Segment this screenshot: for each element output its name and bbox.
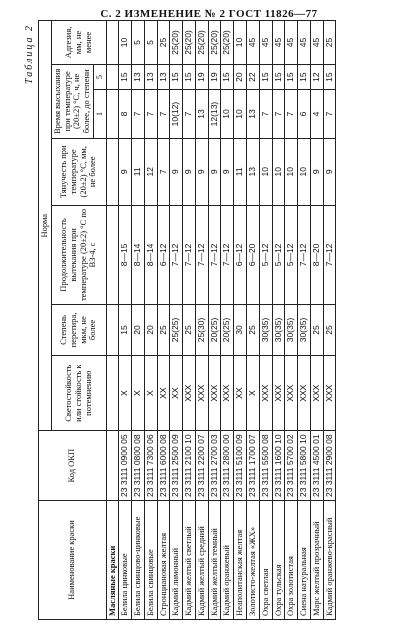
table-cell-grind: 25(30) xyxy=(195,305,208,356)
table-cell-light: ХХХ xyxy=(259,355,272,431)
table-row xyxy=(208,21,221,620)
table-row xyxy=(234,21,247,620)
table-cell-flow: 6—12 xyxy=(234,205,247,304)
table-cell-name: Охра тульская xyxy=(272,501,285,620)
table-cell-name: Кадмий желтый темный xyxy=(208,501,221,620)
table-cell-light: ХХХ xyxy=(195,355,208,431)
table-cell-flow: 7—12 xyxy=(183,205,196,304)
table-cell-code: 23 3111 5700 02 xyxy=(285,431,298,501)
table-row xyxy=(195,21,208,620)
table-cell-name: Белила свинцово-цинковые xyxy=(132,501,145,620)
table-cell-flow: 8—14 xyxy=(144,205,157,304)
table-cell-light: Х xyxy=(247,355,260,431)
table-row xyxy=(259,21,272,620)
table-cell-yield: 7 xyxy=(157,138,170,205)
table-cell-yield: 9 xyxy=(119,138,132,205)
table-cell-dry5: 15 xyxy=(298,64,311,89)
group-title-row xyxy=(106,21,119,620)
table-cell-code: 23 3111 6000 08 xyxy=(157,431,170,501)
table-cell-grind: 30(35) xyxy=(272,305,285,356)
table-cell-dry1: 7 xyxy=(285,90,298,139)
table-cell-flow: 5—12 xyxy=(285,205,298,304)
specs-table xyxy=(38,20,336,620)
table-label: Таблица 2 xyxy=(24,24,35,84)
table-cell-dry1: 7 xyxy=(157,90,170,139)
table-cell-dry1: 10 xyxy=(234,90,247,139)
table-cell-yield: 11 xyxy=(234,138,247,205)
table-cell-grind: 25 xyxy=(310,305,323,356)
table-cell-yield: 9 xyxy=(183,138,196,205)
table-cell-code: 23 3111 2800 00 xyxy=(221,431,234,501)
table-cell-name: Неаполитанская желтая xyxy=(234,501,247,620)
table-cell-name: Охра светлая xyxy=(259,501,272,620)
table-cell-code: 23 3111 7300 06 xyxy=(144,431,157,501)
table-cell-yield: 9 xyxy=(170,138,183,205)
col-header-name: Наименование краски xyxy=(39,501,107,620)
table-cell-light: ХХХ xyxy=(285,355,298,431)
table-cell-light: ХХХ xyxy=(183,355,196,431)
table-cell-dry1: 8 xyxy=(119,90,132,139)
col-header-adhesion: Адгезия, мм, не менее xyxy=(51,21,106,65)
table-cell-yield: 10 xyxy=(259,138,272,205)
table-cell-dry5: 19 xyxy=(208,64,221,89)
table-cell-name: Кадмий желтый светлый xyxy=(183,501,196,620)
table-cell-code: 23 3111 2900 08 xyxy=(323,431,336,501)
table-cell-yield: 9 xyxy=(195,138,208,205)
table-cell-name: Кадмий лимонный xyxy=(170,501,183,620)
table-row xyxy=(247,21,260,620)
table-cell-grind: 25 xyxy=(247,305,260,356)
col-header-norm: Норма xyxy=(39,21,52,431)
table-cell-yield: 13 xyxy=(247,138,260,205)
table-cell-code: 23 3111 5500 08 xyxy=(259,431,272,501)
table-cell-code: 23 3111 5100 09 xyxy=(234,431,247,501)
table-cell-flow: 7—12 xyxy=(221,205,234,304)
table-cell-light: Х xyxy=(132,355,145,431)
table-cell-dry5: 15 xyxy=(285,64,298,89)
table-cell-flow: 5—12 xyxy=(259,205,272,304)
table-row xyxy=(310,21,323,620)
table-cell-code: 23 3111 2700 03 xyxy=(208,431,221,501)
table-cell-yield: 9 xyxy=(323,138,336,205)
table-cell-light: ХХХ xyxy=(310,355,323,431)
table-cell-adhesion: 45 xyxy=(285,21,298,65)
table-cell-flow: 6—20 xyxy=(247,205,260,304)
table-cell-grind: 30 xyxy=(234,305,247,356)
table-cell-dry1: 6 xyxy=(298,90,311,139)
table-row xyxy=(272,21,285,620)
table-body xyxy=(106,21,336,620)
table-cell-adhesion: 45 xyxy=(259,21,272,65)
table-cell-name: Стронциановая желтая xyxy=(157,501,170,620)
table-row xyxy=(157,21,170,620)
group-title: Масляные краски xyxy=(106,501,119,620)
table-cell-adhesion: 5 xyxy=(132,21,145,65)
table-cell-dry1: 4 xyxy=(310,90,323,139)
table-cell-dry1: 13 xyxy=(195,90,208,139)
table-cell-dry5: 15 xyxy=(170,64,183,89)
page-header: С. 2 ИЗМЕНЕНИЕ № 2 ГОСТ 11826—77 xyxy=(100,8,318,20)
table-cell-name: Золотисто-желтая «ЖХ» xyxy=(247,501,260,620)
table-cell-grind: 30(35) xyxy=(259,305,272,356)
table-cell-name: Сиена натуральная xyxy=(298,501,311,620)
table-cell-yield: 9 xyxy=(208,138,221,205)
table-cell-yield: 9 xyxy=(310,138,323,205)
table-cell-grind: 30(35) xyxy=(285,305,298,356)
table-cell-grind: 20(25) xyxy=(221,305,234,356)
table-cell-adhesion: 25(20) xyxy=(221,21,234,65)
table-row xyxy=(119,21,132,620)
table-cell-code: 23 3111 2100 10 xyxy=(183,431,196,501)
table-row xyxy=(323,21,336,620)
table-cell-dry1: 7 xyxy=(259,90,272,139)
table-cell-flow: 6—12 xyxy=(157,205,170,304)
table-cell-flow: 8—14 xyxy=(132,205,145,304)
table-cell-dry1: 10(12) xyxy=(170,90,183,139)
col-header-dry1: 1 xyxy=(93,90,106,139)
table-row xyxy=(170,21,183,620)
table-cell-yield: 10 xyxy=(298,138,311,205)
table-row xyxy=(144,21,157,620)
table-cell-dry5: 19 xyxy=(195,64,208,89)
table-cell-code: 23 3111 2500 09 xyxy=(170,431,183,501)
table-cell-name: Белила свинцовые xyxy=(144,501,157,620)
table-cell-adhesion: 45 xyxy=(247,21,260,65)
table-row xyxy=(221,21,234,620)
table-cell-dry5: 13 xyxy=(144,64,157,89)
col-header-dry-group: Время высыхания при температуре (20±2) °С, ч, не более, до степени xyxy=(51,64,93,138)
table-cell-adhesion: 25 xyxy=(323,21,336,65)
table-cell-adhesion: 10 xyxy=(234,21,247,65)
table-cell-code: 23 3111 0800 08 xyxy=(132,431,145,501)
table-cell-grind: 30(35) xyxy=(298,305,311,356)
table-cell-adhesion: 25 xyxy=(157,21,170,65)
table-cell-code: 23 3111 4500 01 xyxy=(310,431,323,501)
table-cell-yield: 10 xyxy=(285,138,298,205)
col-header-yield: Тянучесть при температуре (20±2) °С, мм, не более xyxy=(51,138,106,205)
table-cell-dry5: 13 xyxy=(157,64,170,89)
table-cell-grind: 15 xyxy=(119,305,132,356)
col-header-dry5: 5 xyxy=(93,64,106,89)
table-cell-adhesion: 25(20) xyxy=(183,21,196,65)
table-cell-dry5: 15 xyxy=(221,64,234,89)
table-cell-dry5: 13 xyxy=(132,64,145,89)
table-row xyxy=(285,21,298,620)
table-cell-flow: 8—15 xyxy=(119,205,132,304)
table-cell-dry1: 10 xyxy=(221,90,234,139)
table-cell-flow: 7—12 xyxy=(170,205,183,304)
table-cell-flow: 7—12 xyxy=(323,205,336,304)
table-cell-dry5: 15 xyxy=(259,64,272,89)
table-cell-light: ХХХ xyxy=(208,355,221,431)
table-cell-yield: 12 xyxy=(144,138,157,205)
table-cell-name: Кадмий оранжевый xyxy=(221,501,234,620)
table-cell-flow: 5—12 xyxy=(272,205,285,304)
table-cell-flow: 7—12 xyxy=(208,205,221,304)
table-cell-flow: 7—12 xyxy=(298,205,311,304)
table-cell-light: Х xyxy=(119,355,132,431)
table-cell-dry5: 22 xyxy=(247,64,260,89)
table-cell-name: Белила цинковые xyxy=(119,501,132,620)
table-cell-code: 23 3111 0900 05 xyxy=(119,431,132,501)
table-cell-name: Кадмий желтый средний xyxy=(195,501,208,620)
col-header-flow: Продолжительность вытекания при температуре (20±2) °С по ВЗ-4, с xyxy=(51,205,106,304)
table-cell-grind: 25 xyxy=(157,305,170,356)
table-row xyxy=(298,21,311,620)
table-cell-name: Кадмий оранжево-красный xyxy=(323,501,336,620)
table-cell-yield: 10 xyxy=(272,138,285,205)
table-cell-dry5: 15 xyxy=(183,64,196,89)
table-cell-code: 23 3111 5800 10 xyxy=(298,431,311,501)
table-cell-grind: 20 xyxy=(132,305,145,356)
table-cell-dry5: 15 xyxy=(119,64,132,89)
table-cell-name: Охра золотистая xyxy=(285,501,298,620)
table-row xyxy=(132,21,145,620)
table-cell-dry5: 15 xyxy=(323,64,336,89)
table-cell-light: ХХХ xyxy=(323,355,336,431)
table-cell-dry5: 20 xyxy=(234,64,247,89)
table-cell-code: 23 3111 1600 10 xyxy=(272,431,285,501)
table-cell-light: ХХ xyxy=(157,355,170,431)
table-cell-flow: 8—20 xyxy=(310,205,323,304)
table-cell-dry5: 12 xyxy=(310,64,323,89)
table-cell-adhesion: 25(20) xyxy=(195,21,208,65)
col-header-code: Код ОКП xyxy=(39,431,107,501)
table-cell-yield: 11 xyxy=(132,138,145,205)
table-cell-code: 23 3111 1700 07 xyxy=(247,431,260,501)
table-cell-light: ХХХ xyxy=(221,355,234,431)
table-cell-light: Х xyxy=(144,355,157,431)
col-header-light: Светостойкость или стойкость к потемнению xyxy=(51,355,106,431)
table-cell-yield: 9 xyxy=(221,138,234,205)
table-cell-dry1: 13 xyxy=(247,90,260,139)
table-cell-dry5: 15 xyxy=(272,64,285,89)
table-cell-grind: 25(25) xyxy=(170,305,183,356)
table-cell-dry1: 7 xyxy=(323,90,336,139)
table-cell-dry1: 12(13) xyxy=(208,90,221,139)
table-cell-grind: 25 xyxy=(183,305,196,356)
table-cell-grind: 25 xyxy=(323,305,336,356)
table-row xyxy=(183,21,196,620)
table-cell-dry1: 7 xyxy=(183,90,196,139)
table-cell-light: ХХ xyxy=(234,355,247,431)
table-cell-grind: 20 xyxy=(144,305,157,356)
table-cell-adhesion: 45 xyxy=(298,21,311,65)
table-cell-dry1: 7 xyxy=(144,90,157,139)
table-cell-flow: 7—12 xyxy=(195,205,208,304)
table-cell-light: ХХХ xyxy=(272,355,285,431)
col-header-grind: Степень перетира, мкм, не более xyxy=(51,305,106,356)
table-cell-grind: 20(25) xyxy=(208,305,221,356)
table-cell-dry1: 7 xyxy=(272,90,285,139)
table-cell-adhesion: 25(20) xyxy=(208,21,221,65)
table-cell-adhesion: 45 xyxy=(310,21,323,65)
table-cell-name: Марс желтый прозрачный xyxy=(310,501,323,620)
table-cell-dry1: 7 xyxy=(132,90,145,139)
table-cell-adhesion: 25(20) xyxy=(170,21,183,65)
table-cell-light: ХХХ xyxy=(298,355,311,431)
rotated-table-sheet xyxy=(22,20,407,620)
table-cell-adhesion: 45 xyxy=(272,21,285,65)
table-cell-adhesion: 5 xyxy=(144,21,157,65)
table-cell-code: 23 3111 2200 07 xyxy=(195,431,208,501)
table-cell-adhesion: 10 xyxy=(119,21,132,65)
table-cell-light: ХХ xyxy=(170,355,183,431)
